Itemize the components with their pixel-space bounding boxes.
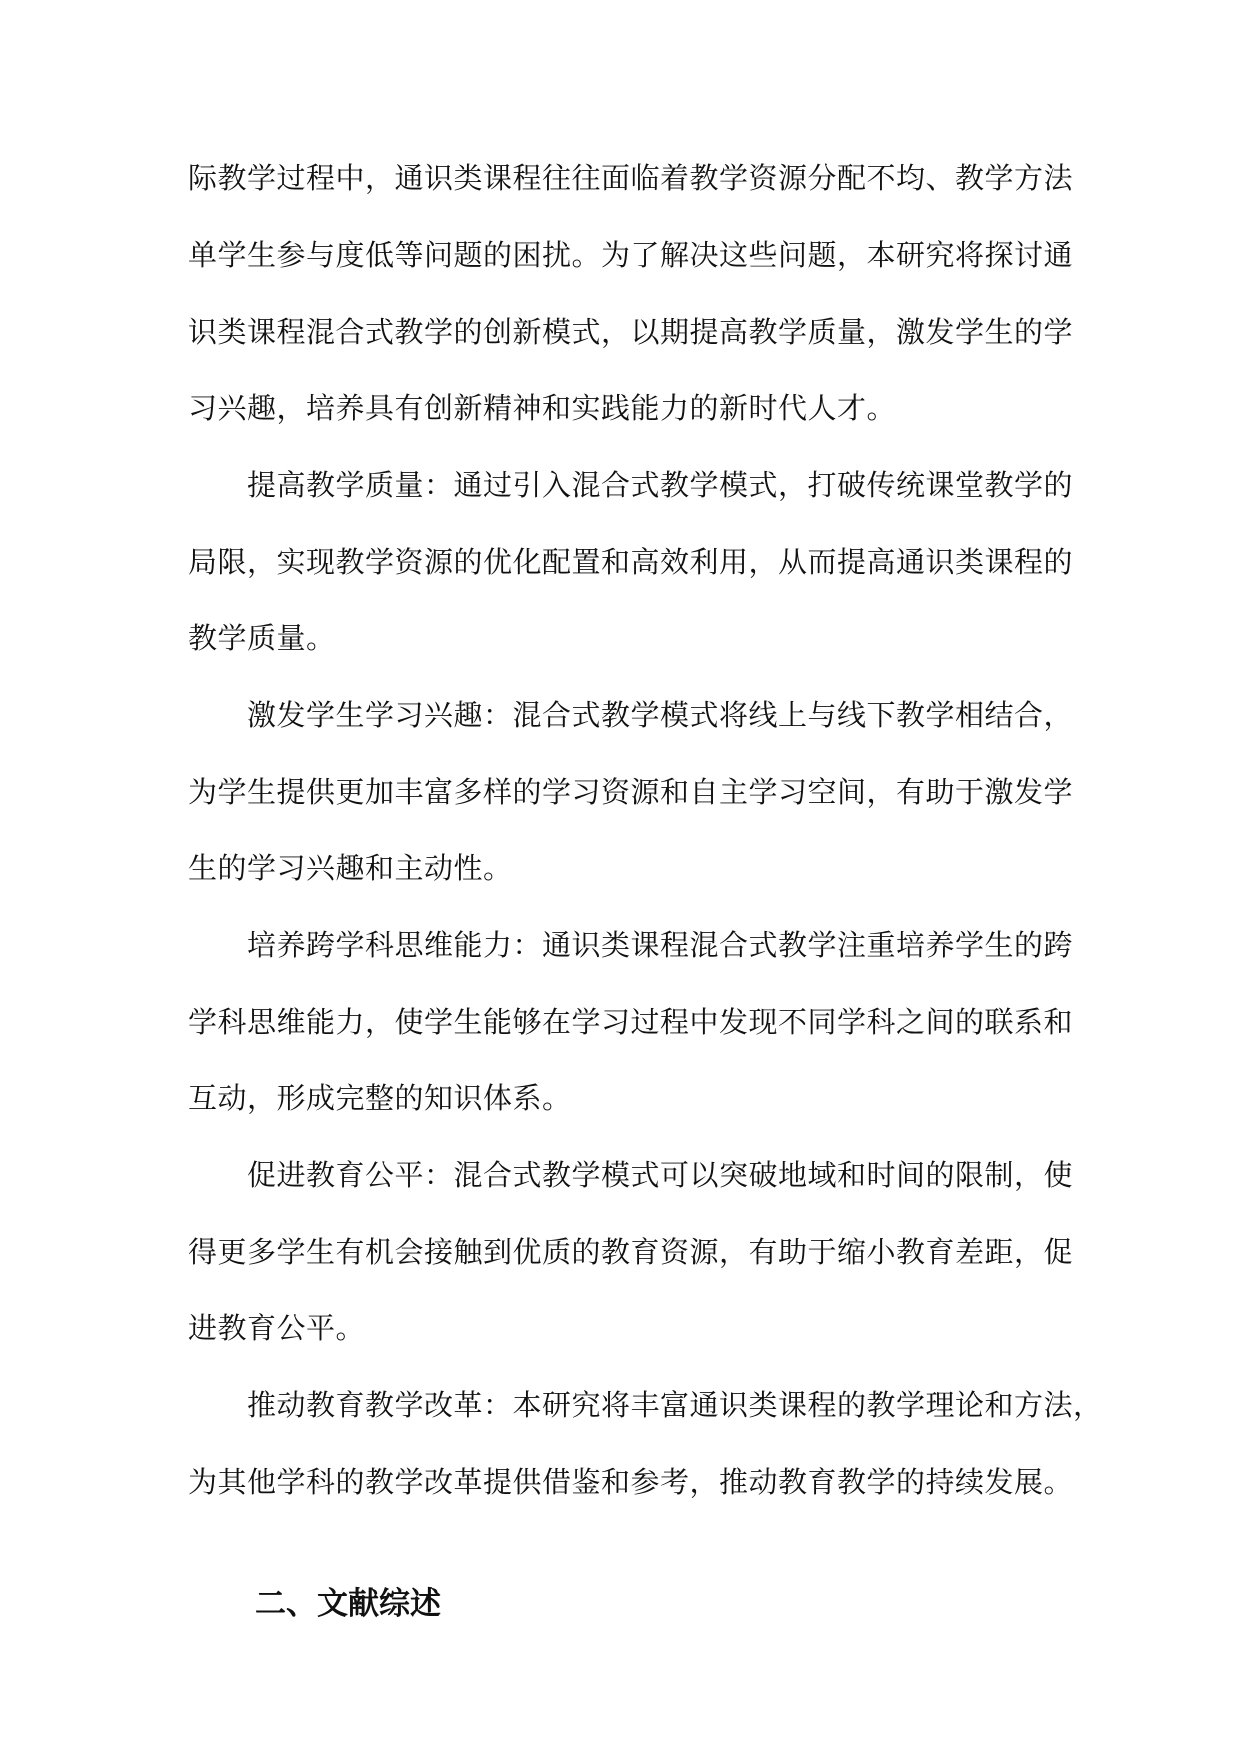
paragraph-line: 推动教育教学改革：本研究将丰富通识类课程的教学理论和方法， <box>247 1388 1103 1422</box>
paragraph-line: 际教学过程中，通识类课程往往面临着教学资源分配不均、教学方法 <box>188 161 1074 195</box>
paragraph-line: 得更多学生有机会接触到优质的教育资源，有助于缩小教育差距，促 <box>188 1235 1074 1269</box>
paragraph-line: 习兴趣，培养具有创新精神和实践能力的新时代人才。 <box>188 391 897 425</box>
paragraph-line: 单学生参与度低等问题的困扰。为了解决这些问题，本研究将探讨通 <box>188 238 1074 272</box>
paragraph-line: 进教育公平。 <box>188 1311 366 1345</box>
section-heading: 二、文献综述 <box>255 1586 441 1622</box>
paragraph-line: 提高教学质量：通过引入混合式教学模式，打破传统课堂教学的 <box>247 468 1074 502</box>
paragraph-line: 为学生提供更加丰富多样的学习资源和自主学习空间，有助于激发学 <box>188 775 1074 809</box>
paragraph-line: 识类课程混合式教学的创新模式，以期提高教学质量，激发学生的学 <box>188 315 1074 349</box>
paragraph-line: 生的学习兴趣和主动性。 <box>188 851 513 885</box>
paragraph-line: 学科思维能力，使学生能够在学习过程中发现不同学科之间的联系和 <box>188 1005 1074 1039</box>
paragraph-line: 互动，形成完整的知识体系。 <box>188 1081 572 1115</box>
paragraph-line: 局限，实现教学资源的优化配置和高效利用，从而提高通识类课程的 <box>188 545 1074 579</box>
paragraph-line: 促进教育公平：混合式教学模式可以突破地域和时间的限制，使 <box>247 1158 1074 1192</box>
paragraph-line: 教学质量。 <box>188 621 336 655</box>
paragraph-line: 激发学生学习兴趣：混合式教学模式将线上与线下教学相结合， <box>247 698 1074 732</box>
paragraph-line: 培养跨学科思维能力：通识类课程混合式教学注重培养学生的跨 <box>247 928 1074 962</box>
paragraph-line: 为其他学科的教学改革提供借鉴和参考，推动教育教学的持续发展。 <box>188 1465 1074 1499</box>
